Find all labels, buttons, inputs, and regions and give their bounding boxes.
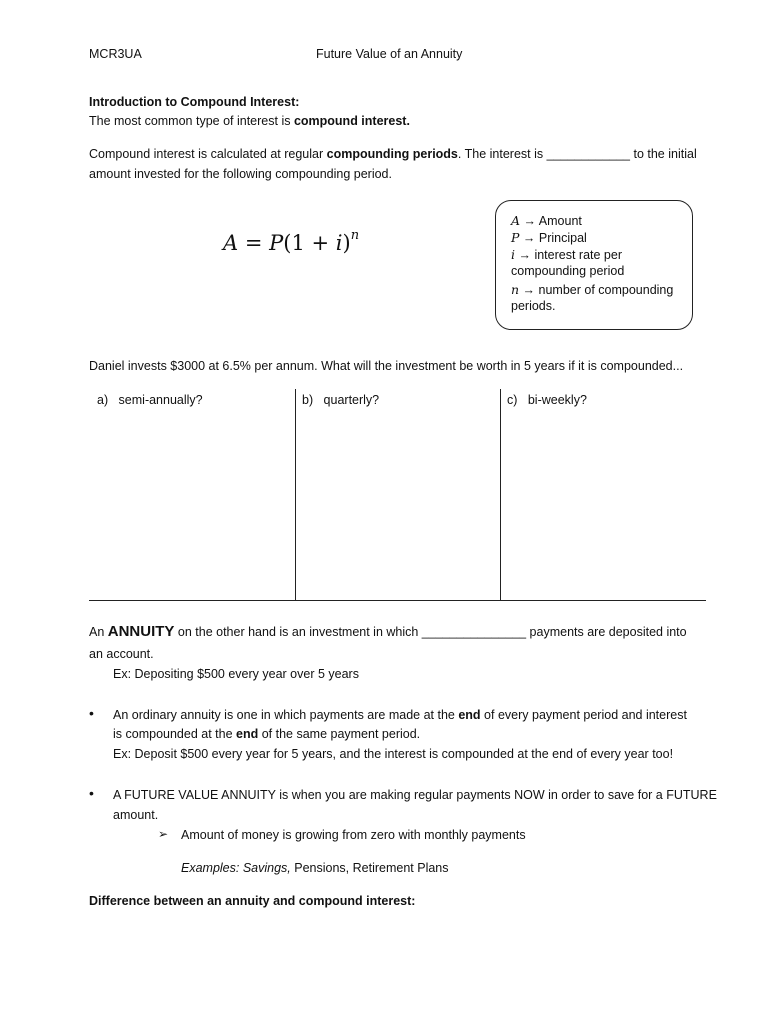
- annuity-pre: An: [89, 625, 108, 639]
- legend-i-var: i: [511, 247, 515, 262]
- legend-n-desc: → number of compounding: [522, 283, 674, 297]
- intro-line-3: amount invested for the following compounding period.: [89, 167, 392, 181]
- legend-rate-cont: compounding period: [511, 264, 625, 278]
- bullet-dot: •: [89, 705, 94, 721]
- part-b: [302, 393, 379, 407]
- part-a-label: semi-annually?: [118, 393, 203, 407]
- annuity-definition: [89, 623, 687, 640]
- legend-p-var: P: [511, 230, 520, 245]
- oa-l1-bold: end: [458, 708, 481, 722]
- legend-a-var: A: [511, 213, 521, 228]
- difference-heading: Difference between an annuity and compound interest:: [89, 894, 416, 908]
- intro-line-1-text: The most common type of interest is: [89, 114, 294, 128]
- formula-open: (1 +: [283, 231, 336, 255]
- page-title: Future Value of an Annuity: [316, 47, 463, 61]
- ordinary-annuity-line-1: [113, 708, 687, 722]
- legend-rate: [511, 247, 622, 262]
- part-a: [97, 393, 203, 407]
- intro-line-2-post: . The interest is ____________ to the initial: [457, 147, 697, 161]
- examples-rest: Pensions, Retirement Plans: [290, 861, 449, 875]
- oa-l1-post: of every payment period and interest: [480, 708, 687, 722]
- intro-heading: Introduction to Compound Interest:: [89, 95, 300, 109]
- column-divider-1: [295, 389, 296, 600]
- part-c: [507, 393, 587, 407]
- section-divider: [89, 600, 706, 601]
- part-c-label: bi-weekly?: [527, 393, 587, 407]
- legend-a-desc: → Amount: [523, 214, 582, 228]
- problem-statement: Daniel invests $3000 at 6.5% per annum. What will the investment be worth in 5 years if it is compounded...: [89, 359, 684, 373]
- ordinary-annuity-example: Ex: Deposit $500 every year for 5 years, and the interest is compounded at the end of every year too!: [113, 747, 674, 761]
- annuity-line-2: an account.: [89, 647, 154, 661]
- legend-periods: [511, 282, 673, 297]
- legend-p-desc: → Principal: [522, 231, 587, 245]
- variable-legend-box: [495, 200, 693, 330]
- fva-line-2: amount.: [113, 808, 159, 822]
- formula-p: P: [269, 231, 284, 255]
- formula-exponent: n: [350, 228, 360, 243]
- oa-l2-post: of the same payment period.: [258, 727, 421, 741]
- growth-note: Amount of money is growing from zero with monthly payments: [181, 828, 526, 842]
- legend-periods-cont: periods.: [511, 299, 556, 313]
- annuity-word: ANNUITY: [107, 623, 175, 640]
- formula-i: i: [335, 231, 343, 255]
- fva-line-1: A FUTURE VALUE ANNUITY is when you are making regular payments NOW in order to save for a FUTURE: [113, 788, 717, 802]
- annuity-example: Ex: Depositing $500 every year over 5 years: [113, 667, 359, 681]
- compound-interest-formula: [223, 228, 360, 255]
- formula-eq: =: [238, 231, 270, 255]
- legend-n-var: n: [511, 282, 520, 297]
- legend-i-desc: → interest rate per: [518, 248, 622, 262]
- column-divider-2: [500, 389, 501, 600]
- part-c-letter: c): [507, 393, 518, 407]
- legend-principal: [511, 230, 587, 245]
- intro-line-2: [89, 147, 697, 161]
- ordinary-annuity-line-2: [113, 727, 420, 741]
- legend-amount: [511, 213, 582, 228]
- part-a-letter: a): [97, 393, 109, 407]
- intro-line-1: [89, 114, 410, 128]
- examples-italic: Examples: Savings,: [181, 861, 291, 875]
- intro-line-1-bold: compound interest.: [293, 114, 410, 128]
- bullet-dot: •: [89, 785, 94, 801]
- part-b-letter: b): [302, 393, 314, 407]
- annuity-post: on the other hand is an investment in which _______________ payments are deposited into: [174, 625, 687, 639]
- arrow-bullet-icon: ➢: [158, 827, 169, 841]
- oa-l2-bold: end: [236, 727, 259, 741]
- course-code: MCR3UA: [89, 47, 142, 61]
- formula-close: ): [342, 231, 351, 255]
- examples-line: [181, 861, 449, 875]
- oa-l2-pre: is compounded at the: [113, 727, 236, 741]
- part-b-label: quarterly?: [323, 393, 380, 407]
- intro-line-2-text: Compound interest is calculated at regular: [89, 147, 327, 161]
- intro-line-2-bold: compounding periods: [326, 147, 458, 161]
- oa-l1-pre: An ordinary annuity is one in which payments are made at the: [113, 708, 459, 722]
- formula-a: A: [223, 231, 239, 255]
